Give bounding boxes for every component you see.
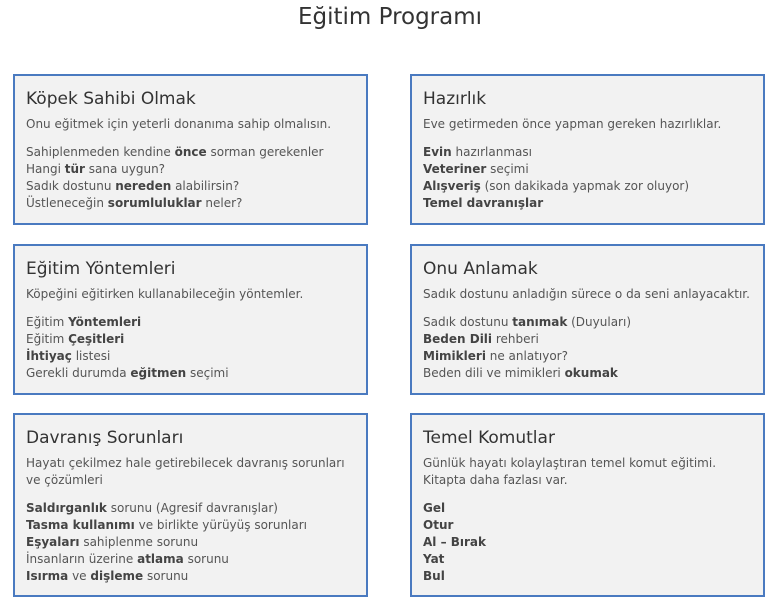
card-line: Hangi tür sana uygun? xyxy=(26,162,166,176)
card-title: Köpek Sahibi Olmak xyxy=(26,89,196,109)
card-description: Hayatı çekilmez hale getirebilecek davranış sorunları ve çözümleri xyxy=(26,456,345,487)
emphasis-text: Alışveriş xyxy=(423,179,481,193)
card-line: Eğitim Çeşitleri xyxy=(26,332,125,346)
card-line: Üstleneceğin sorumluluklar neler? xyxy=(26,196,243,210)
card-line xyxy=(423,500,752,517)
card-egitim-yontemleri xyxy=(13,244,368,395)
card-line: Beden Dili rehberi xyxy=(423,332,539,346)
card-line: Sadık dostunu tanımak (Duyuları) xyxy=(423,315,631,329)
emphasis-text: Temel davranışlar xyxy=(423,196,544,210)
card-line: Evin hazırlanması xyxy=(423,145,532,159)
emphasis-text: Veteriner xyxy=(423,162,487,176)
card-lines xyxy=(423,314,752,382)
card-lines xyxy=(423,144,752,212)
card-kopek-sahibi-olmak xyxy=(13,74,368,225)
card-line: Sahiplenmeden kendine önce sorman gerekenler xyxy=(26,145,324,159)
card-temel-komutlar xyxy=(410,413,765,597)
emphasis-text: tür xyxy=(64,162,85,176)
card-lines xyxy=(26,500,355,585)
card-line xyxy=(423,568,752,585)
card-line xyxy=(423,551,752,568)
card-title: Temel Komutlar xyxy=(423,428,555,448)
card-lines xyxy=(26,314,355,382)
emphasis-text: Saldırganlık xyxy=(26,501,107,515)
emphasis-text: Eşyaları xyxy=(26,535,80,549)
card-line xyxy=(423,195,752,212)
card-title: Davranış Sorunları xyxy=(26,428,184,448)
emphasis-text: Bul xyxy=(423,569,445,583)
emphasis-text: nereden xyxy=(115,179,172,193)
card-line: İhtiyaç listesi xyxy=(26,349,111,363)
card-lines xyxy=(26,144,355,212)
emphasis-text: Otur xyxy=(423,518,454,532)
card-onu-anlamak xyxy=(410,244,765,395)
card-line xyxy=(423,517,752,534)
card-title: Onu Anlamak xyxy=(423,259,538,279)
card-hazirlik xyxy=(410,74,765,225)
card-description: Günlük hayatı kolaylaştıran temel komut eğitimi. Kitapta daha fazlası var. xyxy=(423,456,717,487)
emphasis-text: tanımak xyxy=(512,315,568,329)
emphasis-text: Tasma kullanımı xyxy=(26,518,135,532)
card-line: Eşyaları sahiplenme sorunu xyxy=(26,535,199,549)
emphasis-text: dişleme xyxy=(90,569,144,583)
page-title: Eğitim Programı xyxy=(297,4,483,30)
card-line: Alışveriş (son dakikada yapmak zor oluyor) xyxy=(423,179,690,193)
card-line: Veteriner seçimi xyxy=(423,162,529,176)
card-line: Sadık dostunu nereden alabilirsin? xyxy=(26,179,240,193)
emphasis-text: atlama xyxy=(137,552,184,566)
card-description: Sadık dostunu anladığın sürece o da seni anlayacaktır. xyxy=(423,287,750,301)
emphasis-text: Çeşitleri xyxy=(68,332,125,346)
emphasis-text: okumak xyxy=(564,366,618,380)
card-line xyxy=(423,534,752,551)
card-line: Eğitim Yöntemleri xyxy=(26,315,142,329)
card-line: Isırma ve dişleme sorunu xyxy=(26,569,189,583)
card-description: Onu eğitmek için yeterli donanıma sahip olmalısın. xyxy=(26,117,332,131)
emphasis-text: önce xyxy=(174,145,207,159)
card-line: Beden dili ve mimikleri okumak xyxy=(423,366,618,380)
emphasis-text: eğitmen xyxy=(130,366,187,380)
card-line: Saldırganlık sorunu (Agresif davranışlar) xyxy=(26,501,278,515)
card-line: Mimikleri ne anlatıyor? xyxy=(423,349,568,363)
emphasis-text: Isırma xyxy=(26,569,69,583)
emphasis-text: Evin xyxy=(423,145,452,159)
card-line: Gerekli durumda eğitmen seçimi xyxy=(26,366,229,380)
card-title: Eğitim Yöntemleri xyxy=(26,259,176,279)
card-title: Hazırlık xyxy=(423,89,487,109)
emphasis-text: İhtiyaç xyxy=(26,349,72,363)
emphasis-text: Mimikleri xyxy=(423,349,486,363)
emphasis-text: Yat xyxy=(423,552,445,566)
emphasis-text: Al – Bırak xyxy=(423,535,487,549)
emphasis-text: Gel xyxy=(423,501,446,515)
emphasis-text: Yöntemleri xyxy=(68,315,142,329)
card-lines xyxy=(423,500,752,585)
emphasis-text: Beden Dili xyxy=(423,332,493,346)
card-line: İnsanların üzerine atlama sorunu xyxy=(26,552,229,566)
card-description: Eve getirmeden önce yapman gereken hazırlıklar. xyxy=(423,117,722,131)
card-description: Köpeğini eğitirken kullanabileceğin yöntemler. xyxy=(26,287,304,301)
card-line: Tasma kullanımı ve birlikte yürüyüş sorunları xyxy=(26,518,308,532)
card-davranis-sorunlari xyxy=(13,413,368,597)
emphasis-text: sorumluluklar xyxy=(107,196,202,210)
